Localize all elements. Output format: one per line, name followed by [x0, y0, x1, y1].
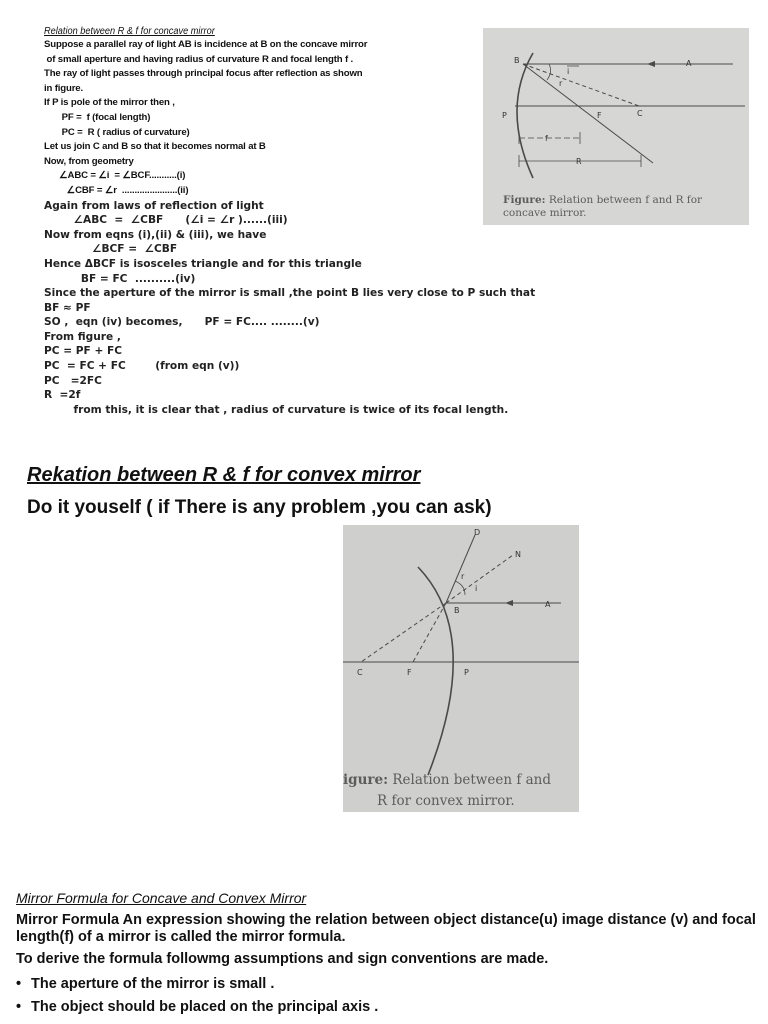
label-P: P: [502, 111, 507, 120]
derivation-line: From figure ,: [44, 330, 121, 343]
derivation-line: ∠ABC = ∠CBF (∠i = ∠r )......(iii): [44, 214, 288, 227]
derivation-line: Again from laws of reflection of light: [44, 199, 264, 212]
concave-figure: [483, 28, 749, 225]
label-C: C: [637, 109, 643, 118]
list-item: • The object should be placed on the principal axis .: [16, 996, 756, 1019]
concave-text-line: PC = R ( radius of curvature): [44, 126, 190, 138]
bullet-icon: •: [16, 999, 22, 1015]
label-N: N: [515, 550, 521, 559]
derivation-line: SO , eqn (iv) becomes, PF = FC.... ........(v): [44, 316, 320, 329]
convex-subtitle: Do it youself ( if There is any problem ,you can ask): [27, 497, 492, 518]
label-f: f: [545, 134, 548, 143]
concave-text-line: If P is pole of the mirror then ,: [44, 97, 175, 109]
concave-caption-line2: concave mirror.: [503, 207, 587, 219]
derivation-line: Since the aperture of the mirror is small ,the point B lies very close to P such that: [44, 287, 536, 300]
label-i: i: [475, 584, 478, 593]
label-A: A: [686, 59, 692, 68]
derivation-line: BF ≈ PF: [44, 301, 91, 314]
derivation-line: R =2f: [44, 389, 81, 402]
label-B: B: [454, 606, 460, 615]
mirror-formula-para2: To derive the formula followmg assumptions and sign conventions are made.: [16, 951, 549, 967]
convex-diagram: [343, 525, 579, 812]
derivation-line: BF = FC ..........(iv): [44, 272, 196, 285]
convex-title: Rekation between R & f for convex mirror: [27, 464, 421, 486]
mirror-formula-para1: Mirror Formula An expression showing the relation between object distance(u) image distance (v) and focal length(f) of a mirror is called the mirror formula.: [16, 912, 756, 945]
concave-text-line: ∠CBF = ∠r ......................(ii): [44, 184, 189, 196]
derivation-line: PC = FC + FC (from eqn (v)): [44, 360, 240, 373]
label-D: D: [474, 528, 481, 537]
concave-text-line: PF = f (focal length): [44, 111, 151, 123]
list-item: • The aperture of the mirror is small .: [16, 973, 756, 996]
label-B: B: [514, 56, 520, 65]
concave-text-line: Let us join C and B so that it becomes normal at B: [44, 141, 266, 153]
concave-text-line: in figure.: [44, 82, 84, 94]
derivation-line: PC = PF + FC: [44, 345, 123, 358]
label-F: F: [407, 668, 412, 677]
label-P: P: [464, 668, 469, 677]
concave-derivation: [44, 199, 587, 418]
convex-caption-line2: R for convex mirror.: [377, 793, 515, 809]
derivation-line: Now from eqns (i),(ii) & (iii), we have: [44, 228, 267, 241]
derivation-line: from this, it is clear that , radius of curvature is twice of its focal length.: [44, 403, 509, 416]
label-A: A: [545, 600, 551, 609]
derivation-line: PC =2FC: [44, 374, 102, 387]
concave-text-line: Now, from geometry: [44, 155, 134, 167]
mirror-formula-section: [16, 890, 756, 1019]
derivation-line: Hence ΔBCF is isosceles triangle and for this triangle: [44, 257, 362, 270]
label-C: C: [357, 668, 363, 677]
label-r: r: [461, 572, 465, 581]
label-F: F: [597, 111, 602, 120]
convex-caption-line1: igure: Relation between f and: [343, 772, 551, 788]
concave-title: Relation between R & f for concave mirror: [44, 26, 215, 37]
label-r: r: [559, 79, 563, 88]
concave-text-line: ∠ABC = ∠i = ∠BCF...........(i): [44, 170, 186, 182]
concave-text-line: of small aperture and having radius of curvature R and focal length f .: [44, 53, 354, 65]
concave-text-line: Suppose a parallel ray of light AB is incidence at B on the concave mirror: [44, 39, 368, 50]
concave-caption-line1: Figure: Relation between f and R for: [503, 194, 703, 206]
mirror-formula-title: Mirror Formula for Concave and Convex Mirror: [16, 890, 307, 906]
convex-figure: [343, 525, 579, 812]
assumptions-list: [16, 973, 756, 1019]
label-i: i: [567, 67, 570, 76]
label-R: R: [576, 157, 582, 166]
concave-text-line: The ray of light passes through principal focus after reflection as shown: [44, 68, 363, 80]
derivation-line: ∠BCF = ∠CBF: [44, 243, 178, 256]
bullet-icon: •: [16, 976, 22, 992]
concave-diagram: [483, 28, 749, 225]
